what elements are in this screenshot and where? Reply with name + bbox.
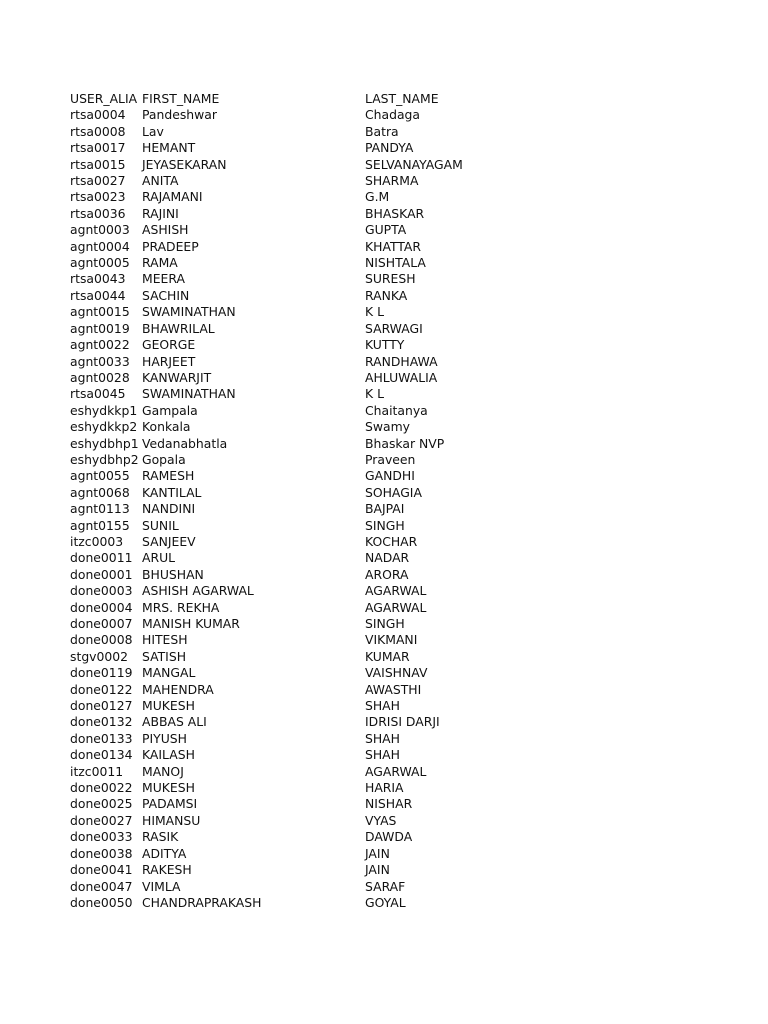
- cell-last-name: NISHTALA: [365, 255, 426, 271]
- cell-user-alias: stgv0002: [70, 648, 129, 664]
- cell-last-name: ARORA: [365, 566, 409, 582]
- cell-first-name: Gopala: [142, 451, 186, 467]
- cell-first-name: MANGAL: [142, 665, 196, 681]
- cell-first-name: SATISH: [142, 648, 187, 664]
- cell-first-name: Konkala: [142, 419, 191, 435]
- cell-last-name: BAJPAI: [365, 501, 405, 517]
- cell-user-alias: eshydkkp1: [70, 402, 138, 418]
- cell-last-name: SINGH: [365, 517, 405, 533]
- table-row: [70, 616, 690, 632]
- cell-last-name: GANDHI: [365, 468, 415, 484]
- cell-user-alias: eshydkkp2: [70, 419, 138, 435]
- table-row: [70, 419, 690, 435]
- cell-user-alias: done0008: [70, 632, 133, 648]
- table-row: [70, 485, 690, 501]
- cell-user-alias: rtsa0004: [70, 107, 126, 123]
- cell-last-name: BHASKAR: [365, 205, 425, 221]
- cell-first-name: Pandeshwar: [142, 107, 217, 123]
- cell-user-alias: done0132: [70, 714, 133, 730]
- cell-first-name: MAHENDRA: [142, 681, 214, 697]
- cell-user-alias: rtsa0036: [70, 205, 126, 221]
- cell-last-name: K L: [365, 304, 384, 320]
- cell-user-alias: done0001: [70, 566, 133, 582]
- cell-first-name: Gampala: [142, 402, 198, 418]
- cell-last-name: AGARWAL: [365, 583, 427, 599]
- cell-user-alias: done0050: [70, 894, 133, 910]
- table-row: [70, 403, 690, 419]
- cell-user-alias: done0003: [70, 583, 133, 599]
- cell-user-alias: rtsa0027: [70, 173, 126, 189]
- table-row: [70, 862, 690, 878]
- cell-first-name: MANISH KUMAR: [142, 616, 240, 631]
- cell-last-name: RANKA: [365, 287, 408, 303]
- cell-first-name: PADAMSI: [142, 796, 198, 812]
- cell-user-alias: rtsa0023: [70, 189, 126, 205]
- cell-user-alias: done0007: [70, 616, 133, 631]
- cell-first-name: SWAMINATHAN: [142, 304, 236, 320]
- cell-first-name: SUNIL: [142, 517, 179, 533]
- table-row: [70, 468, 690, 484]
- cell-last-name: VIKMANI: [365, 632, 418, 648]
- cell-first-name: BHUSHAN: [142, 566, 204, 582]
- cell-first-name: MUKESH: [142, 780, 195, 796]
- cell-first-name: PIYUSH: [142, 730, 187, 746]
- cell-user-alias: done0122: [70, 681, 133, 697]
- cell-first-name: BHAWRILAL: [142, 320, 215, 336]
- cell-last-name: DAWDA: [365, 829, 413, 845]
- table-row: [70, 370, 690, 386]
- cell-user-alias: done0011: [70, 550, 133, 566]
- table-row: [70, 337, 690, 353]
- cell-last-name: RANDHAWA: [365, 353, 438, 369]
- table-row: [70, 239, 690, 255]
- table-row: [70, 501, 690, 517]
- cell-first-name: GEORGE: [142, 337, 196, 353]
- cell-first-name: KAILASH: [142, 747, 195, 763]
- cell-user-alias: done0033: [70, 829, 133, 845]
- table-row: [70, 780, 690, 796]
- table-row: [70, 714, 690, 730]
- table-row: [70, 140, 690, 156]
- table-row: [70, 550, 690, 566]
- column-header-user-alias: USER_ALIA: [70, 91, 138, 106]
- cell-last-name: NADAR: [365, 550, 410, 566]
- table-row: [70, 354, 690, 370]
- cell-user-alias: eshydbhp2: [70, 451, 139, 467]
- cell-first-name: Vedanabhatla: [142, 435, 228, 451]
- cell-last-name: HARIA: [365, 780, 404, 796]
- cell-user-alias: agnt0004: [70, 238, 130, 254]
- cell-first-name: RAMA: [142, 255, 178, 271]
- table-row: [70, 747, 690, 763]
- cell-first-name: ADITYA: [142, 845, 187, 861]
- cell-first-name: HITESH: [142, 632, 188, 648]
- cell-first-name: SWAMINATHAN: [142, 386, 236, 402]
- cell-user-alias: itzc0003: [70, 533, 124, 549]
- table-header-row: [70, 91, 690, 107]
- column-header-last-name: LAST_NAME: [365, 91, 439, 106]
- cell-user-alias: agnt0113: [70, 501, 130, 517]
- table-row: [70, 222, 690, 238]
- cell-last-name: SARWAGI: [365, 320, 423, 336]
- cell-user-alias: agnt0005: [70, 255, 130, 271]
- table-row: [70, 436, 690, 452]
- cell-last-name: Chaitanya: [365, 402, 428, 418]
- cell-last-name: SARAF: [365, 878, 406, 894]
- cell-user-alias: rtsa0044: [70, 287, 126, 303]
- cell-user-alias: rtsa0015: [70, 156, 126, 172]
- table-row: [70, 386, 690, 402]
- cell-first-name: RASIK: [142, 829, 179, 845]
- cell-first-name: MRS. REKHA: [142, 599, 220, 615]
- cell-first-name: MANOJ: [142, 763, 184, 779]
- table-row: [70, 764, 690, 780]
- cell-last-name: SELVANAYAGAM: [365, 156, 463, 172]
- cell-last-name: Swamy: [365, 419, 410, 435]
- cell-first-name: HEMANT: [142, 140, 196, 156]
- cell-last-name: IDRISI DARJI: [365, 714, 440, 730]
- user-table: [70, 91, 690, 911]
- table-row: [70, 304, 690, 320]
- table-row: [70, 321, 690, 337]
- cell-last-name: SURESH: [365, 271, 416, 287]
- cell-first-name: KANWARJIT: [142, 369, 212, 385]
- cell-first-name: HIMANSU: [142, 812, 201, 828]
- cell-first-name: RAKESH: [142, 862, 192, 878]
- cell-last-name: SHAH: [365, 747, 400, 763]
- cell-user-alias: agnt0028: [70, 369, 130, 385]
- column-header-first-name: FIRST_NAME: [142, 91, 220, 106]
- cell-last-name: Bhaskar NVP: [365, 435, 445, 451]
- table-row: [70, 796, 690, 812]
- table-row: [70, 107, 690, 123]
- cell-user-alias: done0027: [70, 812, 133, 828]
- table-row: [70, 879, 690, 895]
- table-row: [70, 157, 690, 173]
- cell-first-name: PRADEEP: [142, 238, 199, 254]
- cell-user-alias: agnt0068: [70, 484, 130, 500]
- cell-user-alias: done0004: [70, 599, 133, 615]
- cell-user-alias: rtsa0045: [70, 386, 126, 402]
- cell-last-name: K L: [365, 386, 384, 402]
- cell-user-alias: rtsa0043: [70, 271, 126, 287]
- table-row: [70, 813, 690, 829]
- cell-user-alias: done0047: [70, 878, 133, 894]
- cell-user-alias: agnt0022: [70, 337, 130, 353]
- cell-user-alias: done0119: [70, 665, 133, 681]
- cell-user-alias: done0133: [70, 730, 133, 746]
- cell-last-name: Batra: [365, 123, 399, 139]
- cell-first-name: KANTILAL: [142, 484, 202, 500]
- cell-last-name: NISHAR: [365, 796, 413, 812]
- table-row: [70, 518, 690, 534]
- cell-last-name: AGARWAL: [365, 599, 427, 615]
- cell-last-name: SINGH: [365, 616, 405, 631]
- table-row: [70, 534, 690, 550]
- cell-last-name: SHAH: [365, 698, 400, 714]
- cell-user-alias: agnt0055: [70, 468, 130, 484]
- cell-first-name: NANDINI: [142, 501, 196, 517]
- cell-user-alias: itzc0011: [70, 763, 124, 779]
- table-row: [70, 173, 690, 189]
- cell-last-name: SHARMA: [365, 173, 419, 189]
- table-row: [70, 124, 690, 140]
- cell-first-name: MUKESH: [142, 698, 195, 714]
- table-body: [70, 107, 690, 911]
- cell-first-name: RAJINI: [142, 205, 179, 221]
- cell-last-name: KUMAR: [365, 648, 410, 664]
- table-row: [70, 846, 690, 862]
- cell-last-name: SHAH: [365, 730, 400, 746]
- cell-user-alias: done0025: [70, 796, 133, 812]
- table-row: [70, 829, 690, 845]
- cell-user-alias: done0041: [70, 862, 133, 878]
- cell-first-name: HARJEET: [142, 353, 196, 369]
- table-row: [70, 255, 690, 271]
- cell-first-name: RAMESH: [142, 468, 195, 484]
- table-row: [70, 567, 690, 583]
- cell-first-name: CHANDRAPRAKASH: [142, 894, 262, 910]
- cell-last-name: VYAS: [365, 812, 397, 828]
- cell-first-name: JEYASEKARAN: [142, 156, 227, 172]
- cell-last-name: SOHAGIA: [365, 484, 422, 500]
- cell-user-alias: rtsa0017: [70, 140, 126, 156]
- table-row: [70, 682, 690, 698]
- cell-last-name: G.M: [365, 189, 390, 205]
- cell-first-name: SACHIN: [142, 287, 190, 303]
- cell-last-name: AWASTHI: [365, 681, 422, 697]
- cell-last-name: AHLUWALIA: [365, 369, 438, 385]
- cell-user-alias: done0038: [70, 845, 133, 861]
- cell-user-alias: rtsa0008: [70, 123, 126, 139]
- table-row: [70, 288, 690, 304]
- cell-last-name: JAIN: [365, 845, 390, 861]
- cell-first-name: ABBAS ALI: [142, 714, 207, 730]
- cell-user-alias: done0134: [70, 747, 133, 763]
- table-row: [70, 271, 690, 287]
- cell-first-name: ARUL: [142, 550, 176, 566]
- cell-first-name: MEERA: [142, 271, 185, 287]
- table-row: [70, 600, 690, 616]
- cell-first-name: VIMLA: [142, 878, 181, 894]
- cell-first-name: Lav: [142, 123, 164, 139]
- table-row: [70, 698, 690, 714]
- cell-last-name: GUPTA: [365, 222, 407, 238]
- cell-user-alias: eshydbhp1: [70, 435, 139, 451]
- cell-first-name: ASHISH: [142, 222, 189, 238]
- table-row: [70, 632, 690, 648]
- table-row: [70, 731, 690, 747]
- cell-user-alias: done0127: [70, 698, 133, 714]
- cell-last-name: AGARWAL: [365, 763, 427, 779]
- cell-user-alias: agnt0015: [70, 304, 130, 320]
- cell-user-alias: agnt0003: [70, 222, 130, 238]
- cell-last-name: VAISHNAV: [365, 665, 428, 681]
- cell-last-name: KUTTY: [365, 337, 405, 353]
- cell-last-name: KOCHAR: [365, 533, 418, 549]
- table-row: [70, 895, 690, 911]
- cell-last-name: Chadaga: [365, 107, 421, 123]
- cell-user-alias: done0022: [70, 780, 133, 796]
- cell-user-alias: agnt0155: [70, 517, 130, 533]
- table-row: [70, 189, 690, 205]
- table-row: [70, 649, 690, 665]
- cell-first-name: SANJEEV: [142, 533, 196, 549]
- table-row: [70, 452, 690, 468]
- table-row: [70, 665, 690, 681]
- cell-first-name: RAJAMANI: [142, 189, 203, 205]
- table-row: [70, 206, 690, 222]
- cell-last-name: Praveen: [365, 451, 416, 467]
- cell-user-alias: agnt0033: [70, 353, 130, 369]
- table-row: [70, 583, 690, 599]
- cell-first-name: ANITA: [142, 173, 179, 189]
- cell-last-name: JAIN: [365, 862, 390, 878]
- cell-last-name: PANDYA: [365, 140, 414, 156]
- cell-last-name: GOYAL: [365, 894, 406, 910]
- cell-user-alias: agnt0019: [70, 320, 130, 336]
- cell-first-name: ASHISH AGARWAL: [142, 583, 254, 599]
- cell-last-name: KHATTAR: [365, 238, 421, 254]
